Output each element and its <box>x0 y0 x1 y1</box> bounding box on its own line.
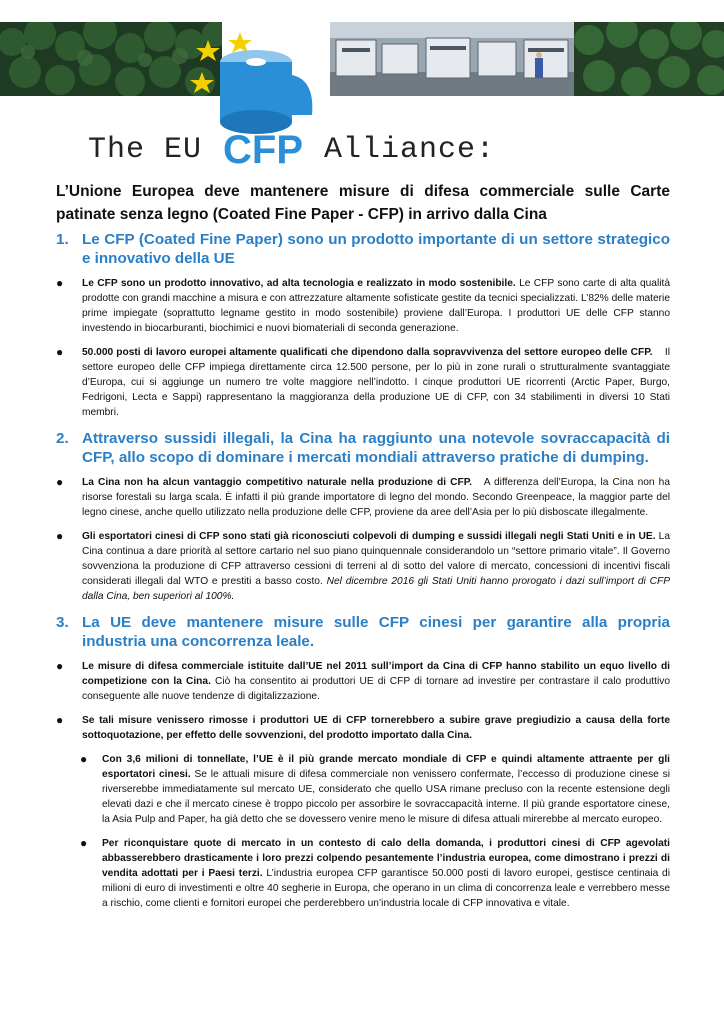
sub-list-item <box>56 752 670 827</box>
bullet-lead: 50.000 posti di lavoro europei altamente qualificati che dipendono dalla sopravvivenza del settore europeo delle CFP. <box>82 347 653 358</box>
list-item <box>56 713 670 743</box>
bullet-icon: ● <box>56 276 64 290</box>
bullet-lead: La Cina non ha alcun vantaggio competitivo naturale nella produzione di CFP. <box>82 477 473 488</box>
bullet-lead: Per riconquistare quote di mercato in un contesto di calo della domanda, i produttori cinesi di CFP agevolati abbasserebbero drasticamente i loro prezzi colpendo pesantemente l’industria europea, come dimostrano i prezzi di vendita adottati per i Paesi terzi. <box>102 838 670 879</box>
bullet-text: L’industria europea CFP garantisce 50.000 posti di lavoro europei, gestisce centinaia di milioni di euro di investimenti e oltre 40 segherie in Europa, che operano in un clima di concorrenza leale e verrebbero messe a rischio, come clienti e fornitori europei che perderebbero un’industria locale di CFP innovativa e vitale. <box>102 868 670 909</box>
list-item <box>56 345 673 420</box>
section-heading <box>56 230 670 268</box>
document-body <box>56 180 673 920</box>
bullet-lead: Le misure di difesa commerciale istituite dall’UE nel 2011 sull’import da Cina di CFP hanno stabilito un equo livello di competizione con la Cina. <box>82 661 670 687</box>
bullet-lead: Gli esportatori cinesi di CFP sono stati già riconosciuti colpevoli di dumping e sussidi illegali negli Stati Uniti e in UE. <box>82 531 656 542</box>
section-number: 1. <box>56 231 69 248</box>
section-heading <box>56 613 670 651</box>
bullet-text: Il settore europeo delle CFP impiega direttamente circa 12.500 persone, per lo più in zone rurali o strutturalmente svantaggiate d’Europa, cui si aggiunge un numero tre volte maggiore nell’indotto. I cinque produttori UE ricorrenti (Arctic Paper, Burgo, Fedrigoni, Lecta e Sappi) rappresentano la maggioranza della produzione UE di CFP, con 34 stabilimenti in diversi 10 Stati membri. <box>82 347 673 418</box>
bullet-icon: ● <box>56 345 64 359</box>
list-item <box>56 659 670 704</box>
bullet-lead: Con 3,6 milioni di tonnellate, l’UE è il più grande mercato mondiale di CFP e quindi altamente attraente per gli esportatori cinesi. <box>102 754 670 780</box>
list-item <box>56 475 673 520</box>
list-item <box>56 276 670 336</box>
bullet-text: Le CFP sono carte di alta qualità prodotte con grandi macchine a misura e con attrezzature altamente sofisticate gestite da tecnici specializzati. L’82% delle materie prime impiegate (soprattutto legname gestito in modo sostenibile) proviene dall’Europa. I produttori UE delle CFP stanno investendo in biocarburanti, biochimici e nuovi biomateriali di seconda generazione. <box>82 278 670 334</box>
section-title: Attraverso sussidi illegali, la Cina ha raggiunto una notevole sovraccapacità di CFP, allo scopo di dominare i mercati mondiali attraverso pratiche di dumping. <box>82 430 670 466</box>
document-title: L’Unione Europea deve mantenere misure di difesa commerciale sulle Carte patinate senza legno (Coated Fine Paper - CFP) in arrivo dalla Cina <box>56 183 670 223</box>
factory-photo <box>330 22 574 96</box>
bullet-lead: Le CFP sono un prodotto innovativo, ad alta tecnologia e realizzato in modo sostenibile. <box>82 278 516 289</box>
bullet-icon: ● <box>56 713 64 727</box>
bullet-icon: ● <box>56 659 64 673</box>
bullet-text: A differenza dell’Europa, la Cina non ha risorse forestali su larga scala. È infatti il più grande importatore di legno del mondo. Secondo Greenpeace, la maggior parte del legno cinese, anche quello utilizzato nella produzione delle CFP, proviene da aree dell’Asia per lo più disboscate illegalmente. <box>82 477 673 518</box>
bullet-italic: Nel dicembre 2016 gli Stati Uniti hanno prorogato i dazi sull’import di CFP dalla Cina, ben superiori al 100%. <box>82 576 670 602</box>
header-banner <box>0 0 724 100</box>
bullet-icon: ● <box>56 529 64 543</box>
bullet-lead: Se tali misure venissero rimosse i produttori UE di CFP tornerebbero a subire grave pregiudizio a causa della forte sottoquotazione, per effetto delle sovvenzioni, del prodotto importato dalla Cina. <box>82 715 670 741</box>
section-number: 3. <box>56 614 69 631</box>
section-heading <box>56 429 670 467</box>
section-title: Le CFP (Coated Fine Paper) sono un prodotto importante di un settore strategico e innovativo della UE <box>82 231 670 267</box>
section-title: La UE deve mantenere misure sulle CFP cinesi per garantire alla propria industria una concorrenza leale. <box>82 614 670 650</box>
brand-suffix: Alliance: <box>305 133 496 167</box>
bullet-text: La Cina continua a dare priorità al settore cartario nel suo piano quinquennale considerandolo un “settore primario vitale”. Il Governo sovvenziona la produzione di CFP attraverso cessioni di terreni al di sotto del valore di mercato, concessioni di incentivi fiscali considerati illegali dal WTO e prestiti a basso costo. <box>82 531 670 587</box>
bullet-text: Se le attuali misure di difesa commerciale non venissero confermate, l’eccesso di produzione cinese si riverserebbe immediatamente sul mercato UE, considerato che quello USA rimane precluso con la recente estensione degli elevati dazi e che il mercato cinese è troppo piccolo per assorbire le sovraccapacità interne. Il più grande esportatore cinese, la Asia Pulp and Paper, ha già detto che se dovessero venire meno le misure di difesa attuali mirerebbe al mercato europeo. <box>102 769 670 825</box>
brand-prefix: The EU <box>88 133 222 167</box>
bullet-text: Ciò ha consentito ai produttori UE di CFP di tornare ad investire per contrastare il calo produttivo conseguente alle nuove tendenze di digitalizzazione. <box>82 676 670 702</box>
section-number: 2. <box>56 430 69 447</box>
list-item <box>56 529 670 604</box>
bullet-icon: ● <box>56 475 64 489</box>
bullet-icon: ● <box>80 752 88 766</box>
brand-cfp: CFP <box>223 127 304 172</box>
alliance-wordmark <box>88 128 495 172</box>
sub-list-item <box>56 836 670 911</box>
forest-photo <box>574 22 724 96</box>
bullet-icon: ● <box>80 836 88 850</box>
